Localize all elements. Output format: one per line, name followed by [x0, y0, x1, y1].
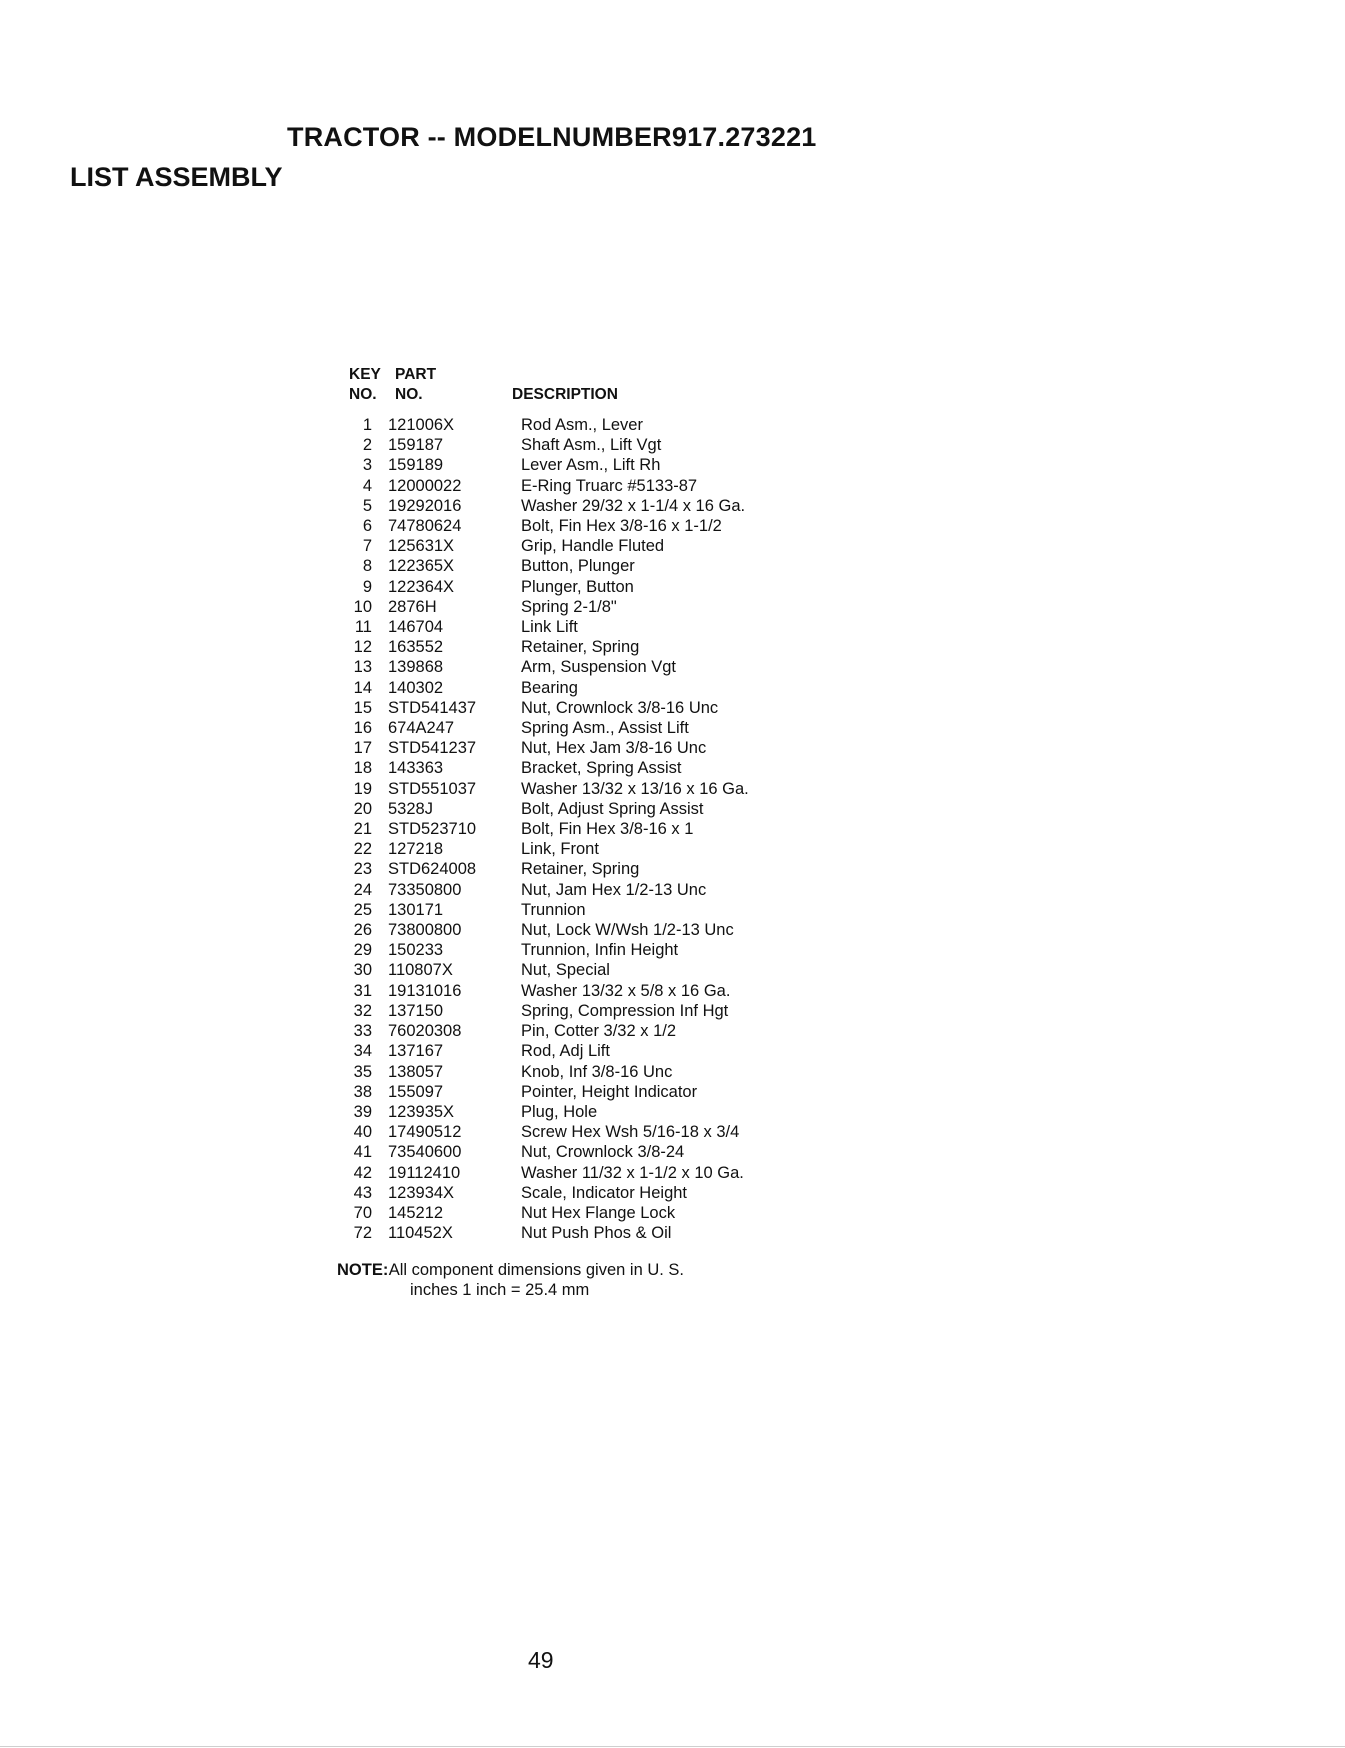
table-row	[330, 435, 749, 455]
description-cell: Screw Hex Wsh 5/16-18 x 3/4	[521, 1123, 740, 1142]
table-row	[330, 1001, 749, 1021]
part-number-cell: 146704	[388, 618, 444, 637]
description-cell: Shaft Asm., Lift Vgt	[521, 436, 662, 455]
description-cell: Rod, Adj Lift	[521, 1042, 610, 1061]
page-number: 49	[528, 1647, 554, 1673]
table-row	[330, 920, 749, 940]
key-number-cell: 26	[353, 921, 372, 940]
key-number-cell: 34	[353, 1042, 372, 1061]
key-number-cell: 25	[353, 900, 372, 919]
part-number-cell: 2876H	[388, 597, 437, 616]
note	[337, 1260, 684, 1300]
part-number-cell: 127218	[388, 840, 444, 859]
key-number-cell: 42	[353, 1163, 372, 1182]
note-text-2: inches 1 inch = 25.4 mm	[410, 1281, 590, 1299]
key-number-cell: 35	[353, 1062, 372, 1081]
key-number-cell: 70	[353, 1203, 372, 1222]
part-number-cell: 74780624	[388, 517, 462, 536]
description-cell: Plug, Hole	[521, 1102, 598, 1121]
key-number-cell: 8	[362, 557, 372, 576]
description-cell: Nut Hex Flange Lock	[521, 1203, 676, 1222]
description-cell: Bolt, Fin Hex 3/8-16 x 1	[521, 820, 694, 839]
key-number-cell: 9	[362, 577, 372, 596]
table-row	[330, 859, 749, 879]
part-number-cell: 123935X	[388, 1102, 455, 1121]
table-row	[330, 617, 749, 637]
part-number-cell: STD541437	[388, 698, 477, 717]
description-cell: Nut, Crownlock 3/8-24	[521, 1143, 685, 1162]
part-number-cell: 159187	[388, 436, 444, 455]
key-header-line1: KEY	[349, 366, 381, 383]
table-row	[330, 738, 749, 758]
part-number-cell: STD551037	[388, 779, 477, 798]
table-row	[330, 880, 749, 900]
key-number-cell: 23	[353, 860, 372, 879]
table-row	[330, 960, 749, 980]
description-cell: Link Lift	[521, 618, 578, 637]
key-number-cell: 21	[353, 820, 372, 839]
part-number-cell: 122364X	[388, 577, 455, 596]
part-number-cell: 19112410	[388, 1163, 461, 1182]
table-row	[330, 1223, 749, 1243]
key-number-cell: 6	[362, 517, 372, 536]
description-cell: Scale, Indicator Height	[521, 1183, 688, 1202]
key-number-cell: 43	[353, 1183, 372, 1202]
part-number-cell: 163552	[388, 638, 444, 657]
table-row	[330, 981, 749, 1001]
table-row	[330, 900, 749, 920]
key-header-line2: NO.	[349, 386, 377, 403]
description-cell: Nut, Jam Hex 1/2-13 Unc	[521, 880, 707, 899]
part-number-cell: 138057	[388, 1062, 444, 1081]
description-cell: Lever Asm., Lift Rh	[521, 456, 661, 475]
table-row	[330, 1122, 749, 1142]
table-row	[330, 1102, 749, 1122]
table-row	[330, 516, 749, 536]
description-cell: Nut, Special	[521, 961, 610, 980]
key-number-cell: 1	[362, 416, 372, 434]
part-number-cell: 19292016	[388, 496, 462, 515]
description-cell: Link, Front	[521, 840, 599, 859]
description-cell: Retainer, Spring	[521, 860, 640, 879]
table-row	[330, 597, 749, 617]
key-number-cell: 39	[353, 1102, 372, 1121]
description-cell: Knob, Inf 3/8-16 Unc	[521, 1062, 673, 1081]
part-number-cell: 76020308	[388, 1022, 462, 1041]
table-row	[330, 536, 749, 556]
description-cell: Bolt, Fin Hex 3/8-16 x 1-1/2	[521, 517, 722, 536]
description-header: DESCRIPTION	[512, 386, 618, 403]
description-cell: Trunnion	[521, 900, 586, 919]
section-title: LIST ASSEMBLY	[70, 162, 283, 192]
table-row	[330, 1203, 749, 1223]
part-number-cell: 140302	[388, 678, 444, 697]
key-number-cell: 72	[353, 1224, 372, 1243]
description-cell: Spring 2-1/8"	[521, 597, 617, 616]
description-cell: Pin, Cotter 3/32 x 1/2	[521, 1022, 677, 1041]
part-number-cell: 159189	[388, 456, 444, 475]
part-number-cell: 122365X	[388, 557, 455, 576]
part-header-line2: NO.	[395, 386, 423, 403]
part-number-cell: 137150	[388, 1001, 444, 1020]
part-number-cell: 155097	[388, 1082, 444, 1101]
part-number-cell: 143363	[388, 759, 444, 778]
part-number-cell: 137167	[388, 1042, 444, 1061]
table-row	[330, 1142, 749, 1162]
table-row	[330, 698, 749, 718]
key-number-cell: 15	[353, 698, 372, 717]
description-cell: Nut Push Phos & Oil	[521, 1224, 672, 1243]
part-number-cell: 139868	[388, 658, 444, 677]
description-cell: Nut, Lock W/Wsh 1/2-13 Unc	[521, 921, 734, 940]
parts-table-body	[330, 415, 749, 1243]
description-cell: Bolt, Adjust Spring Assist	[521, 799, 704, 818]
part-number-cell: 73540600	[388, 1143, 462, 1162]
table-row	[330, 940, 749, 960]
part-number-cell: 145212	[388, 1203, 444, 1222]
table-row	[330, 839, 749, 859]
part-number-cell: 123934X	[388, 1183, 455, 1202]
table-row	[330, 1041, 749, 1061]
description-cell: Nut, Crownlock 3/8-16 Unc	[521, 698, 719, 717]
key-number-cell: 12	[353, 638, 372, 657]
table-row	[330, 819, 749, 839]
part-number-cell: 17490512	[388, 1123, 462, 1142]
description-cell: Washer 13/32 x 13/16 x 16 Ga.	[521, 779, 749, 798]
description-cell: Bracket, Spring Assist	[521, 759, 682, 778]
description-cell: Bearing	[521, 678, 578, 697]
key-number-cell: 31	[353, 981, 372, 1000]
part-number-cell: 12000022	[388, 476, 462, 495]
table-row	[330, 1021, 749, 1041]
key-number-cell: 41	[353, 1143, 372, 1162]
part-number-cell: 674A247	[388, 719, 455, 738]
part-number-cell: 125631X	[388, 537, 455, 556]
key-number-cell: 22	[353, 840, 372, 859]
key-number-cell: 19	[353, 779, 372, 798]
table-row	[330, 637, 749, 657]
key-number-cell: 16	[353, 719, 372, 738]
table-row	[330, 1183, 749, 1203]
description-cell: Washer 29/32 x 1-1/4 x 16 Ga.	[521, 496, 746, 515]
part-number-cell: STD523710	[388, 820, 477, 839]
part-number-cell: 73800800	[388, 921, 462, 940]
description-cell: Grip, Handle Fluted	[521, 537, 665, 556]
part-number-cell: 150233	[388, 941, 444, 960]
key-number-cell: 5	[362, 496, 372, 515]
parts-table	[330, 415, 749, 1243]
description-cell: Plunger, Button	[521, 577, 634, 596]
table-row	[330, 1082, 749, 1102]
table-row	[330, 415, 749, 435]
description-cell: E-Ring Truarc #5133-87	[521, 476, 698, 495]
key-number-cell: 10	[353, 597, 372, 616]
key-number-cell: 17	[353, 739, 372, 758]
table-row	[330, 779, 749, 799]
table-row	[330, 1163, 749, 1183]
part-number-cell: STD624008	[388, 860, 477, 879]
table-row	[330, 556, 749, 576]
part-number-cell: 130171	[388, 900, 444, 919]
note-label: NOTE:	[337, 1261, 389, 1279]
key-number-cell: 18	[353, 759, 372, 778]
document-title: TRACTOR -- MODELNUMBER917.273221	[287, 122, 817, 152]
table-row	[330, 455, 749, 475]
description-cell: Button, Plunger	[521, 557, 635, 576]
table-row	[330, 718, 749, 738]
key-number-cell: 7	[362, 537, 372, 556]
key-number-cell: 38	[353, 1082, 372, 1101]
note-text-1: All component dimensions given in U. S.	[388, 1261, 685, 1279]
table-row	[330, 678, 749, 698]
table-row	[330, 496, 749, 516]
description-cell: Pointer, Height Indicator	[521, 1082, 698, 1101]
description-cell: Rod Asm., Lever	[521, 416, 643, 434]
key-number-cell: 32	[353, 1001, 372, 1020]
scan-edge-line	[0, 1746, 1345, 1747]
part-number-cell: STD541237	[388, 739, 477, 758]
description-cell: Nut, Hex Jam 3/8-16 Unc	[521, 739, 707, 758]
key-number-cell: 40	[353, 1123, 372, 1142]
key-number-cell: 29	[353, 941, 372, 960]
note-line-1	[337, 1260, 684, 1280]
key-number-cell: 3	[362, 456, 372, 475]
key-number-cell: 4	[362, 476, 372, 495]
key-number-cell: 20	[353, 799, 372, 818]
part-number-cell: 110452X	[388, 1224, 453, 1243]
part-number-cell: 110807X	[388, 961, 453, 980]
description-cell: Arm, Suspension Vgt	[521, 658, 676, 677]
part-number-cell: 73350800	[388, 880, 462, 899]
description-cell: Spring Asm., Assist Lift	[521, 719, 689, 738]
table-row	[330, 657, 749, 677]
key-number-cell: 14	[353, 678, 372, 697]
table-row	[330, 476, 749, 496]
description-cell: Spring, Compression Inf Hgt	[521, 1001, 729, 1020]
key-number-cell: 13	[353, 658, 372, 677]
part-number-cell: 121006X	[388, 416, 455, 434]
key-number-cell: 2	[362, 436, 372, 455]
description-cell: Washer 13/32 x 5/8 x 16 Ga.	[521, 981, 731, 1000]
key-number-cell: 11	[354, 618, 372, 637]
table-row	[330, 577, 749, 597]
table-row	[330, 1062, 749, 1082]
key-number-cell: 33	[353, 1022, 372, 1041]
description-cell: Retainer, Spring	[521, 638, 640, 657]
part-number-cell: 19131016	[388, 981, 462, 1000]
description-cell: Trunnion, Infin Height	[521, 941, 679, 960]
key-number-cell: 24	[353, 880, 372, 899]
part-header-line1: PART	[395, 366, 437, 383]
table-row	[330, 799, 749, 819]
table-row	[330, 758, 749, 778]
part-number-cell: 5328J	[388, 799, 433, 818]
key-number-cell: 30	[353, 961, 372, 980]
description-cell: Washer 11/32 x 1-1/2 x 10 Ga.	[521, 1163, 744, 1182]
